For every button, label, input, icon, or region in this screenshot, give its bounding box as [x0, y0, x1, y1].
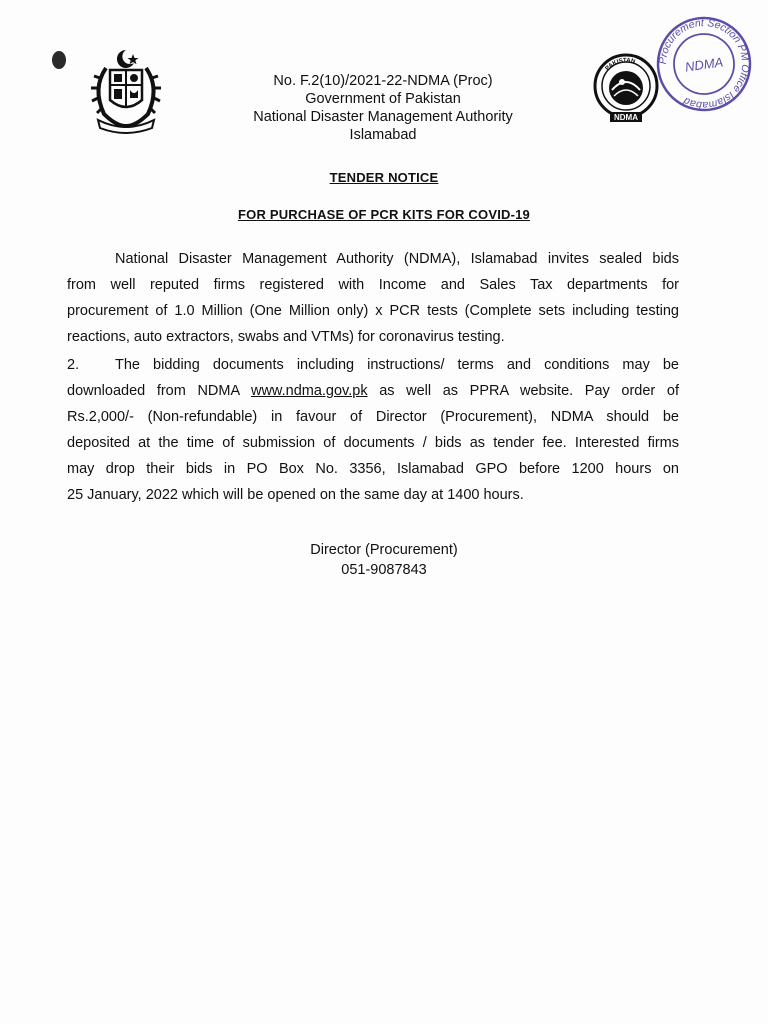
punch-hole-mark: [52, 51, 66, 69]
paragraph-1: [67, 246, 679, 350]
reference-number: No. F.2(10)/2021-22-NDMA (Proc): [273, 73, 493, 89]
paragraph-2-line: The bidding documents including instructions/ terms and conditions may be: [115, 357, 679, 373]
ndma-website-link[interactable]: www.ndma.gov.pk: [250, 383, 368, 399]
paragraph-1-line: reactions, auto extractors, swabs and VTMs) for coronavirus testing.: [67, 329, 505, 345]
paragraph-2-line: may drop their bids in PO Box No. 3356, Islamabad GPO before 1200 hours on: [67, 461, 679, 477]
contact-phone: 051-9087843: [341, 562, 427, 578]
paragraph-2: [67, 352, 679, 508]
paragraph-1-line: National Disaster Management Authority (NDMA), Islamabad invites sealed bids: [115, 251, 679, 267]
ndma-logo-icon: [592, 52, 660, 124]
ndma-logo-bottom-text: NDMA: [614, 113, 638, 122]
paragraph-2-line-start: downloaded from NDMA: [67, 383, 240, 399]
city-name: Islamabad: [349, 127, 417, 143]
signatory-designation: Director (Procurement): [310, 542, 458, 558]
paragraph-2-line: deposited at the time of submission of documents / bids as tender fee. Interested firms: [67, 435, 679, 451]
letterhead: [200, 72, 566, 144]
state-emblem-icon: [86, 48, 166, 134]
paragraph-2-line-end: as well as PPRA website. Pay order of: [379, 383, 679, 399]
notice-subtitle: FOR PURCHASE OF PCR KITS FOR COVID-19: [238, 207, 530, 222]
procurement-section-stamp: [654, 14, 754, 114]
stamp-center-text: NDMA: [684, 54, 725, 75]
signature-block: [0, 540, 768, 580]
paragraph-1-line: procurement of 1.0 Million (One Million only) x PCR tests (Complete sets including testing: [67, 303, 679, 319]
ndma-logo-top-text: PAKISTAN: [604, 57, 636, 73]
government-name: Government of Pakistan: [305, 91, 461, 107]
paragraph-1-line: from well reputed firms registered with Income and Sales Tax departments for: [67, 277, 679, 293]
authority-name: National Disaster Management Authority: [253, 109, 513, 125]
paragraph-2-line: Rs.2,000/- (Non-refundable) in favour of Director (Procurement), NDMA should be: [67, 409, 679, 425]
paragraph-2-line: 25 January, 2022 which will be opened on the same day at 1400 hours.: [67, 487, 524, 503]
stamp-ring-text: Procurement Section PM Office Islamabad: [656, 16, 752, 112]
paragraph-number: 2.: [67, 357, 80, 373]
notice-title: TENDER NOTICE: [329, 170, 439, 185]
